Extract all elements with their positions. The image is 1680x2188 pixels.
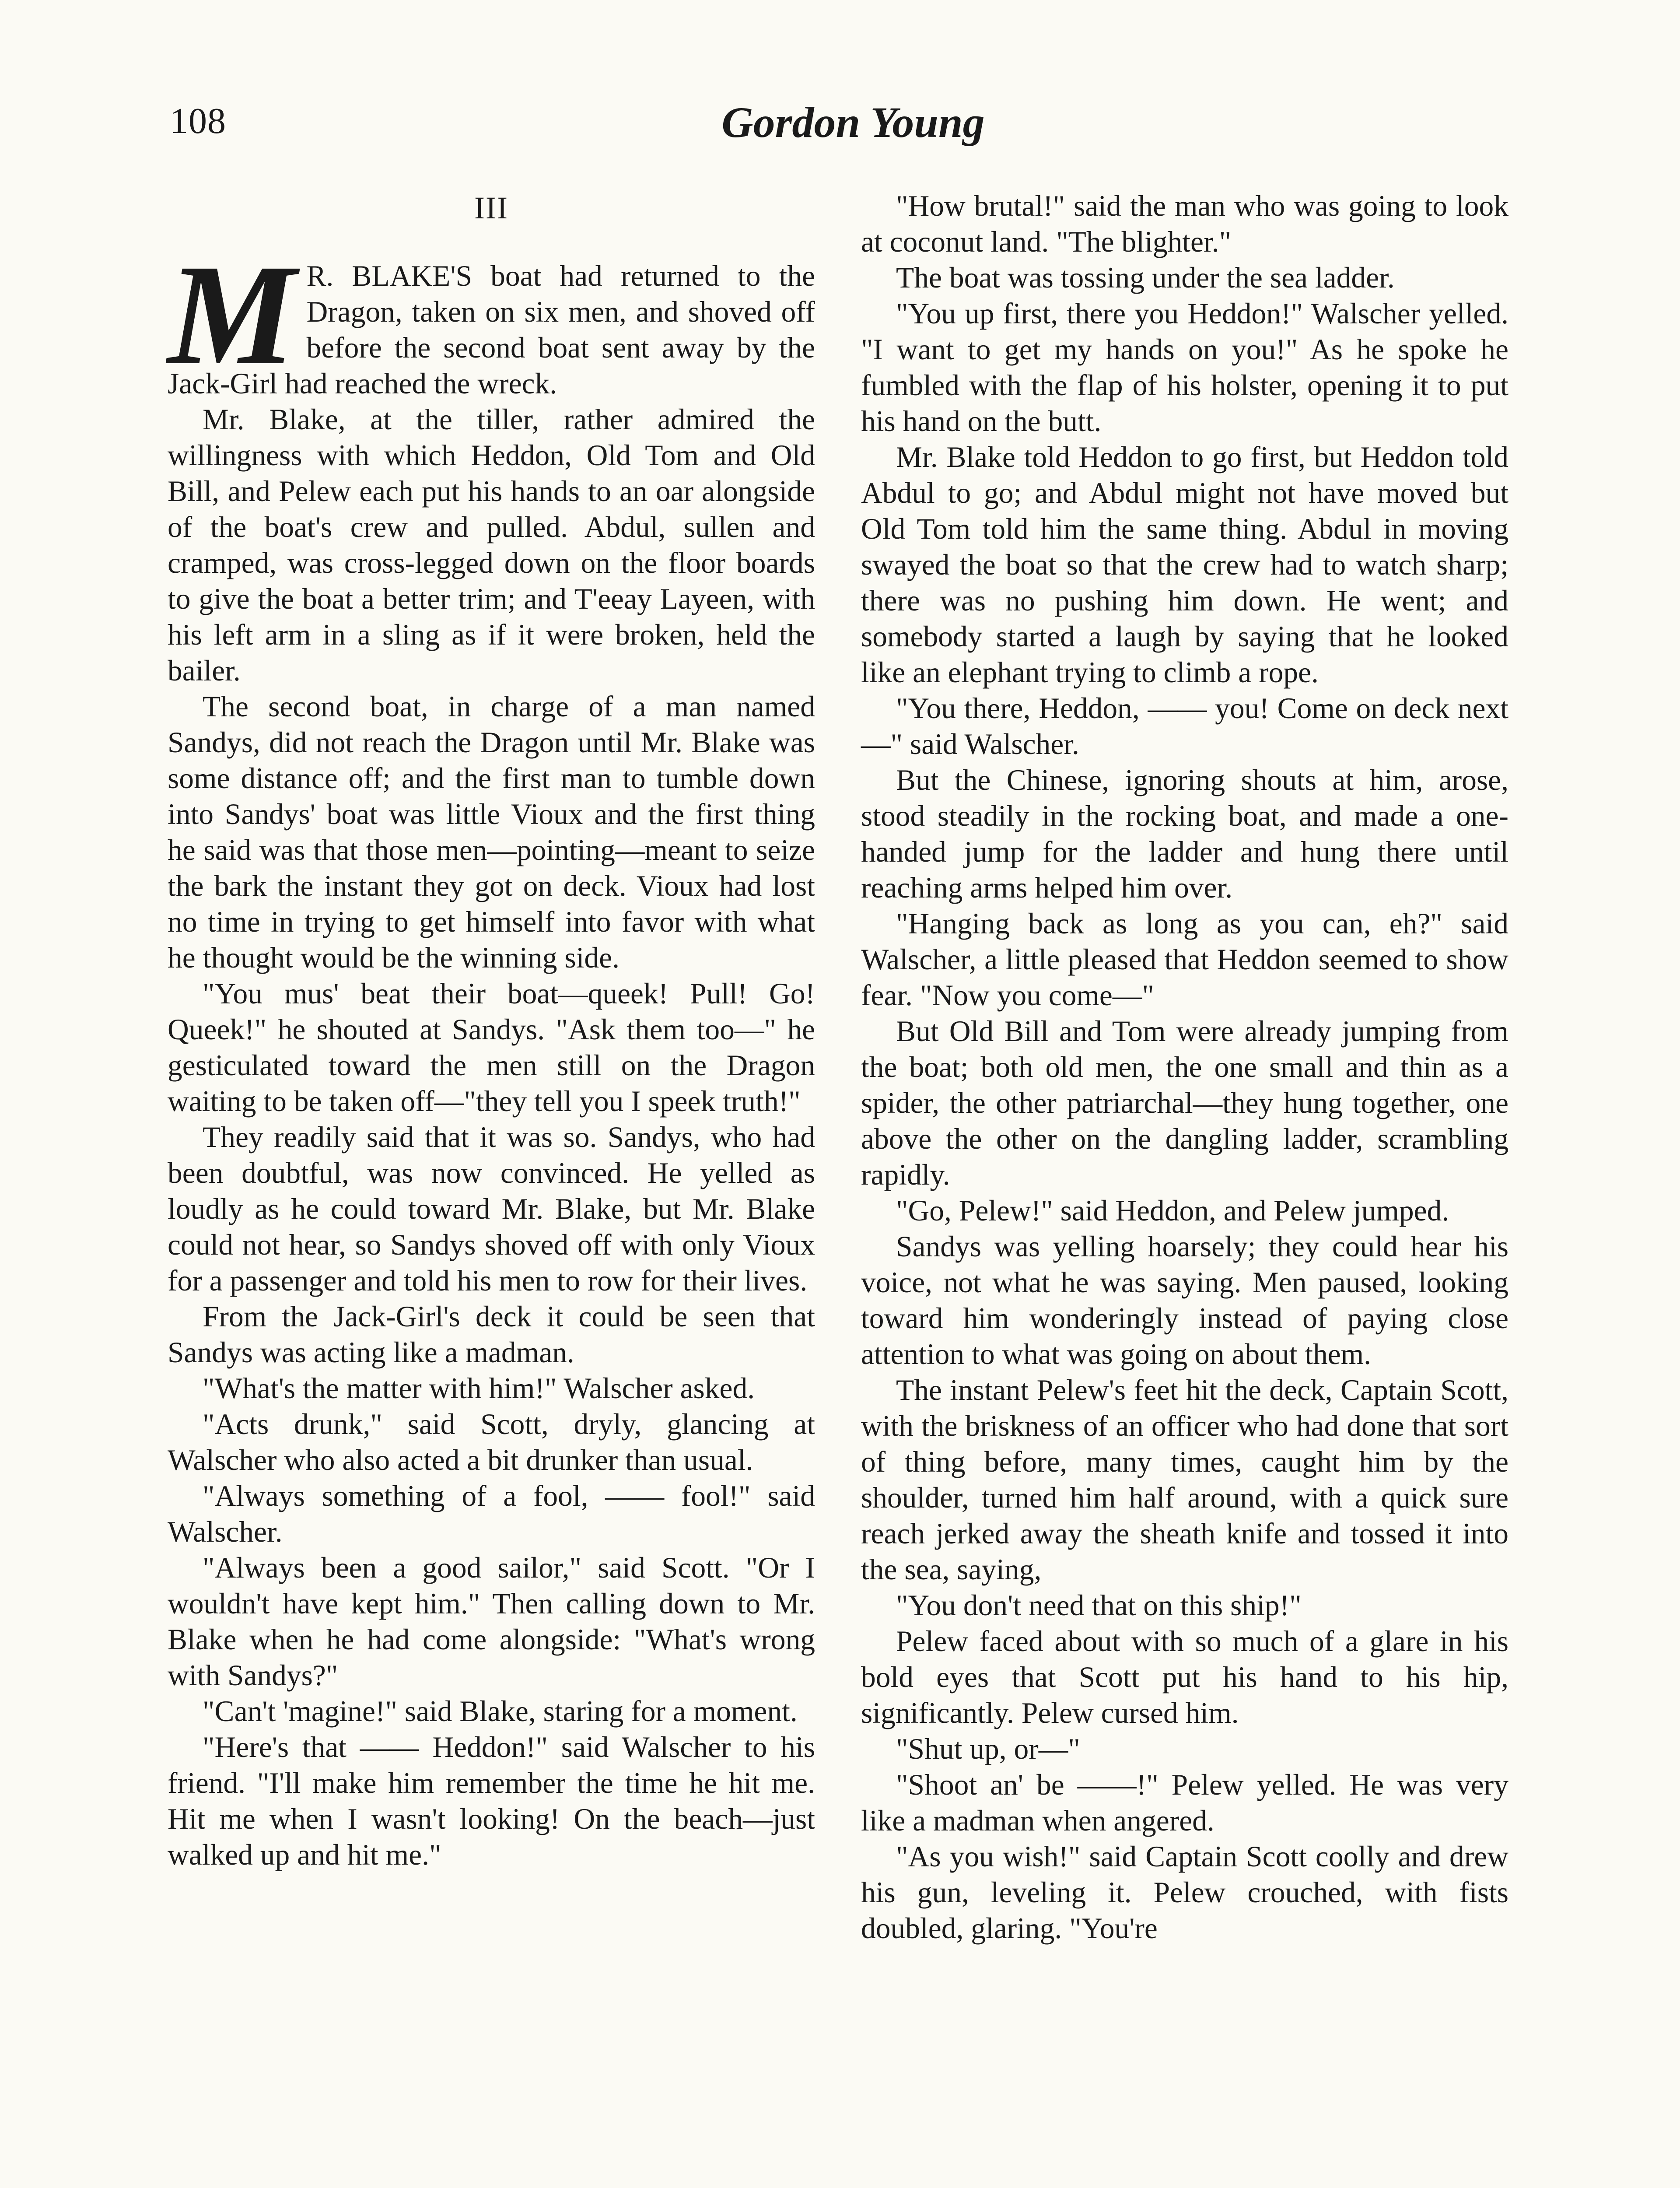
paragraph: "As you wish!" said Captain Scott coolly and drew his gun, leveling it. Pelew crouched, with fists doubled, glaring. "You're	[861, 1840, 1508, 1945]
paragraph: "Shoot an' be ——!" Pelew yelled. He was very like a madman when angered.	[861, 1768, 1508, 1837]
running-head: Gordon Young	[721, 98, 985, 147]
paragraph: The second boat, in charge of a man named Sandys, did not reach the Dragon until Mr. Blake was some distance off; and the first man to tumble down into Sandys' boat was little Vioux and the first thing he said was that those men—pointing—meant to seize the bark the instant they got on deck. Vioux had lost no time in trying to get himself into favor with what he thought would be the winning side.	[168, 690, 815, 974]
paragraph: Mr. Blake, at the tiller, rather admired the willingness with which Heddon, Old Tom and Old Bill, and Pelew each put his hands to an oar alongside of the boat's crew and pulled. Abdul, sullen and cramped, was cross-legged down on the floor boards to give the boat a better trim; and T'eeay Layeen, with his left arm in a sling as if it were broken, held the bailer.	[168, 403, 815, 687]
paragraph: "Hanging back as long as you can, eh?" said Walscher, a little pleased that Heddon seemed to show fear. "Now you come—"	[861, 907, 1508, 1012]
paragraph: "You up first, there you Heddon!" Walscher yelled. "I want to get my hands on you!" As he spoke he fumbled with the flap of his holster, opening it to put his hand on the butt.	[861, 297, 1508, 438]
paragraph: The boat was tossing under the sea ladder.	[896, 261, 1395, 294]
paragraph: "What's the matter with him!" Walscher asked.	[203, 1372, 755, 1405]
page-number: 108	[170, 101, 226, 141]
paragraph: "How brutal!" said the man who was going to look at coconut land. "The blighter."	[861, 189, 1508, 258]
paragraph: But Old Bill and Tom were already jumping from the boat; both old men, the one small and thin as a spider, the other patriarchal—they hung together, one above the other on the dangling ladder, scrambling rapidly.	[861, 1015, 1508, 1191]
paragraph: "Always something of a fool, —— fool!" said Walscher.	[168, 1480, 815, 1548]
paragraph: "Acts drunk," said Scott, dryly, glancing at Walscher who also acted a bit drunker than usual.	[168, 1408, 815, 1476]
paragraph: "You there, Heddon, —— you! Come on deck next—" said Walscher.	[861, 692, 1508, 761]
paragraph: "You don't need that on this ship!"	[896, 1589, 1302, 1622]
paragraph: "Go, Pelew!" said Heddon, and Pelew jumped.	[896, 1194, 1449, 1227]
paragraph: They readily said that it was so. Sandys, who had been doubtful, was now convinced. He yelled as loudly as he could toward Mr. Blake, but Mr. Blake could not hear, so Sandys shoved off with only Vioux for a passenger and told his men to row for their lives.	[168, 1121, 815, 1297]
paragraph: "You mus' beat their boat—queek! Pull! Go! Queek!" he shouted at Sandys. "Ask them too—" he gesticulated toward the men still on the Dragon waiting to be taken off—"they tell you I speek truth!"	[168, 977, 815, 1118]
paragraph: M R. BLAKE'S boat had returned to the Dragon, taken on six men, and shoved off before the second boat sent away by the Jack-Girl had reached the wreck.	[168, 235, 815, 400]
drop-cap: M	[168, 235, 296, 395]
paragraph: Pelew faced about with so much of a glare in his bold eyes that Scott put his hand to his hip, significantly. Pelew cursed him.	[861, 1625, 1508, 1729]
paragraph: From the Jack-Girl's deck it could be seen that Sandys was acting like a madman.	[168, 1300, 815, 1369]
paragraph: But the Chinese, ignoring shouts at him, arose, stood steadily in the rocking boat, and made a one-handed jump for the ladder and hung there until reaching arms helped him over.	[861, 764, 1508, 904]
paragraph: "Always been a good sailor," said Scott. "Or I wouldn't have kept him." Then calling down to Mr. Blake when he had come alongside: "What's wrong with Sandys?"	[168, 1551, 815, 1692]
right-column	[861, 188, 1508, 1946]
left-column	[168, 184, 815, 1873]
paragraph: The instant Pelew's feet hit the deck, Captain Scott, with the briskness of an officer who had done that sort of thing before, many times, caught him by the shoulder, turned him half around, with a quick sure reach jerked away the sheath knife and tossed it into the sea, saying,	[861, 1374, 1508, 1586]
paragraph: "Can't 'magine!" said Blake, staring for a moment.	[203, 1695, 798, 1728]
paragraph: "Here's that —— Heddon!" said Walscher to his friend. "I'll make him remember the time he hit me. Hit me when I wasn't looking! On the beach—just walked up and hit me."	[168, 1731, 815, 1871]
paragraph: "Shut up, or—"	[896, 1732, 1080, 1765]
section-number: III	[474, 190, 508, 225]
paragraph: Sandys was yelling hoarsely; they could hear his voice, not what he was saying. Men paused, looking toward him wonderingly instead of paying close attention to what was going on about them.	[861, 1230, 1508, 1371]
paragraph: Mr. Blake told Heddon to go first, but Heddon told Abdul to go; and Abdul might not have moved but Old Tom told him the same thing. Abdul in moving swayed the boat so that the crew had to watch sharp; there was no pushing him down. He went; and somebody started a laugh by saying that he looked like an elephant trying to climb a rope.	[861, 441, 1508, 689]
